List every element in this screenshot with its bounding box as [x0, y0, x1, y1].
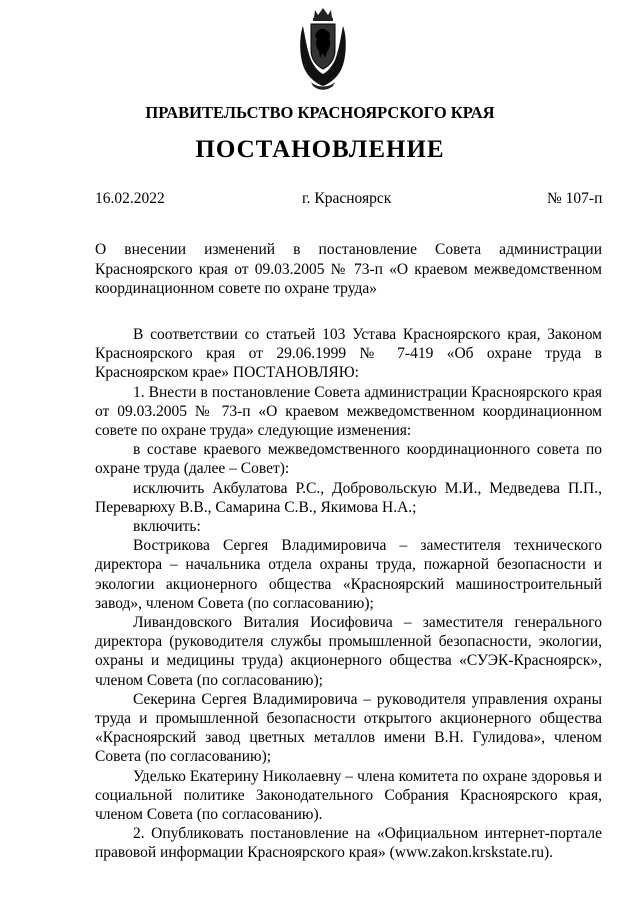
paragraph: Уделько Екатерину Николаевну – члена комитета по охране здоровья и социальной политике Законодательного Собрания Красноярского края, членом Совета (по согласованию).	[95, 767, 602, 824]
document-date: 16.02.2022	[95, 190, 165, 207]
paragraph: 1. Внести в постановление Совета администрации Красноярского края от 09.03.2005 № 73-п «О краевом межведомственном координационном совете по охране труда» следующие изменения:	[95, 383, 602, 440]
coat-of-arms-icon	[297, 6, 349, 92]
document-type: ПОСТАНОВЛЕНИЕ	[195, 136, 445, 163]
organization-name: ПРАВИТЕЛЬСТВО КРАСНОЯРСКОГО КРАЯ	[145, 103, 495, 122]
paragraph: Ливандовского Виталия Иосифовича – заместителя генерального директора (руководителя службы промышленной безопасности, экологии, охраны и медицины труда) акционерного общества «СУЭК-Красноярск», членом Совета (по согласованию);	[95, 614, 602, 689]
paragraph: Вострикова Сергея Владимировича – заместителя технического директора – начальника отдела охраны труда, пожарной безопасности и экологии акционерного общества «Красноярский машиностроительный завод», членом Совета (по согласованию);	[95, 537, 602, 612]
paragraph: В соответствии со статьей 103 Устава Красноярского края, Законом Красноярского края от 29.06.1999 № 7-419 «Об охране труда в Красноярском крае» ПОСТАНОВЛЯЮ:	[95, 326, 602, 382]
document-city: г. Красноярск	[302, 190, 392, 207]
paragraph: 2. Опубликовать постановление на «Официальном интернет-портале правовой информации Красноярского края» (www.zakon.krskstate.ru).	[95, 825, 602, 862]
paragraph: включить:	[133, 518, 201, 536]
paragraph: в составе краевого межведомственного координационного совета по охране труда (далее – Совет):	[95, 441, 602, 478]
paragraph: Секерина Сергея Владимировича – руководителя управления охраны труда и промышленной безопасности открытого акционерного общества «Красноярский завод цветных металлов имени В.Н. Гулидова», членом Совета (по согласованию);	[95, 690, 602, 766]
document-body	[95, 325, 602, 863]
subject-text: О внесении изменений в постановление Совета администрации Красноярского края от 09.03.2005 № 73-п «О краевом межведомственном координационном совете по охране труда»	[95, 241, 602, 297]
document-number: № 107-п	[547, 190, 603, 207]
document-subject	[95, 240, 602, 299]
paragraph: исключить Акбулатова Р.С., Добровольскую М.И., Медведева П.П., Переварюху В.В., Самарина С.В., Якимова Н.А.;	[95, 479, 602, 516]
